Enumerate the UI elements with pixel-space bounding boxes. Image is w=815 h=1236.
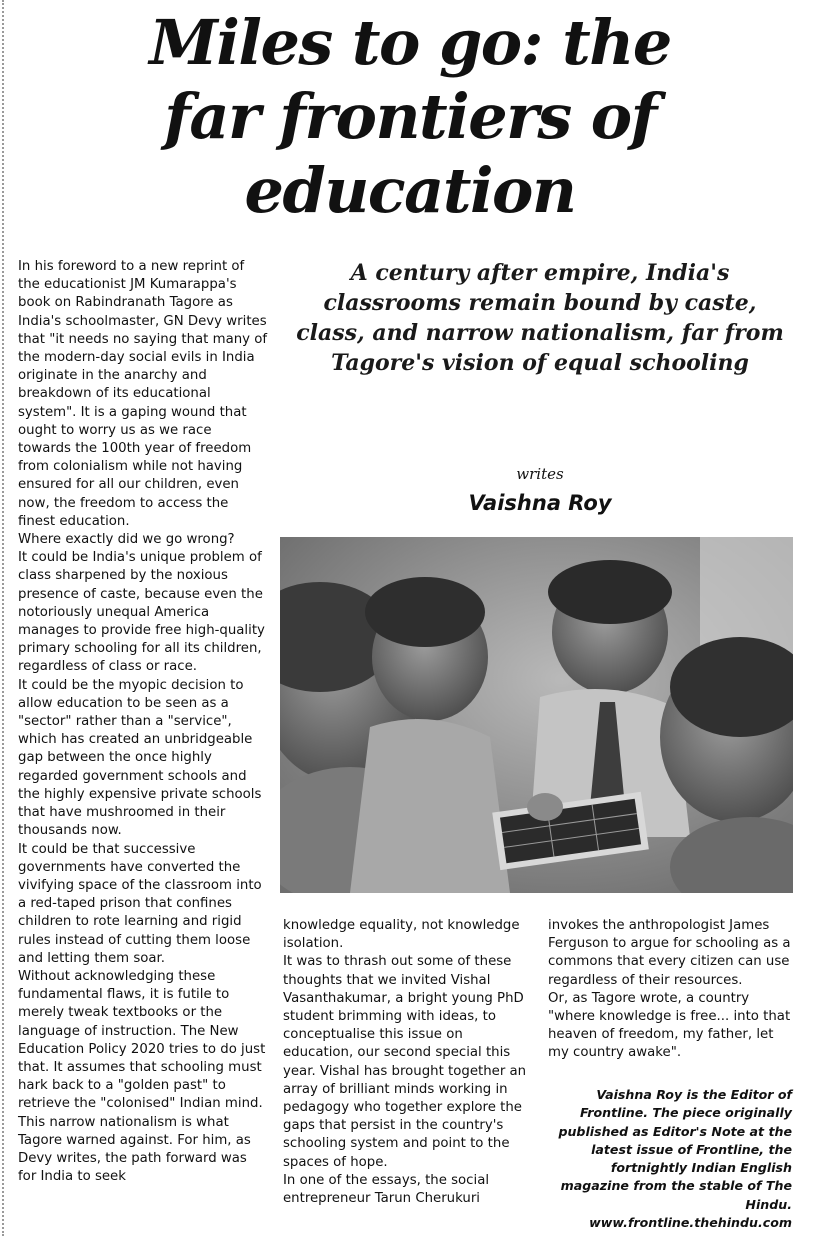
- paragraph: It could be the myopic decision to allow education to be seen as a "sector" rather than a "service", which has created an unbridgeable gap between the once highly regarded government schools and the highly expensive private schools that have mushroomed in their thousands now.: [18, 677, 262, 839]
- children-with-slate-illustration: [280, 537, 793, 893]
- paragraph: In one of the essays, the social entrepreneur Tarun Cherukuri: [283, 1172, 490, 1207]
- author-bio: Vaishna Roy is the Editor of Frontline. The piece originally published as Editor's Note at the latest issue of Frontline, the fortnightly Indian English magazine from the stable of The Hindu. www.frontline.thehindu.com: [558, 1087, 792, 1231]
- paragraph: In his foreword to a new reprint of the educationist JM Kumarappa's book on Rabindranath Tagore as India's schoolmaster, GN Devy writes that "it needs no saying that many of the modern-day social evils in India originate in the anarchy and breakdown of its educational system". It is a gaping wound that ought to worry us as we race towards the 100th year of freedom from colonialism while not having ensured for all our children, even now, the freedom to access the finest education.: [18, 259, 268, 529]
- article-photo: [280, 537, 793, 893]
- paragraph: It was to thrash out some of these thoughts that we invited Vishal Vasanthakumar, a bright young PhD student brimming with ideas, to conceptualise this issue on education, our second special this year. Vishal has brought together an array of brilliant minds working in pedagogy who together explore the gaps that persist in the country's schooling system and point to the spaces of hope.: [283, 954, 527, 1170]
- body-column-3: [548, 917, 798, 1063]
- paragraph: Where exactly did we go wrong?: [18, 532, 235, 548]
- byline-label: writes: [516, 465, 564, 483]
- author-name: Vaishna Roy: [468, 491, 612, 515]
- headline: Miles to go: the far frontiers of education: [149, 6, 671, 227]
- paragraph: It could be India's unique problem of class sharpened by the noxious presence of caste, because even the notoriously unequal America manages to provide free high-quality primary schooling for all its children, regardless of class or race.: [18, 550, 265, 675]
- paragraph: Or, as Tagore wrote, a country "where knowledge is free... into that heaven of freedom, my father, let my country awake".: [548, 990, 791, 1061]
- paragraph: invokes the anthropologist James Ferguson to argue for schooling as a commons that every citizen can use regardless of their resources.: [548, 918, 791, 988]
- page-edge-dotted-rule: [2, 0, 4, 1236]
- paragraph: It could be that successive governments have converted the vivifying space of the classroom into a red-taped prison that confines children to rote learning and rigid rules instead of cutting them loose and letting them soar.: [18, 841, 262, 966]
- body-column-2: [283, 917, 533, 1208]
- standfirst: A century after empire, India's classrooms remain bound by caste, class, and narrow nationalism, far from Tagore's vision of equal schooling: [296, 260, 784, 376]
- paragraph: knowledge equality, not knowledge isolation.: [283, 918, 520, 952]
- body-column-1: [18, 258, 268, 1186]
- paragraph: Without acknowledging these fundamental flaws, it is futile to merely tweak textbooks or the language of instruction. The New Education Policy 2020 tries to do just that. It assumes that schooling must hark back to a "golden past" to retrieve the "colonised" Indian mind. This narrow nationalism is what Tagore warned against. For him, as Devy writes, the path forward was for India to seek: [18, 968, 266, 1185]
